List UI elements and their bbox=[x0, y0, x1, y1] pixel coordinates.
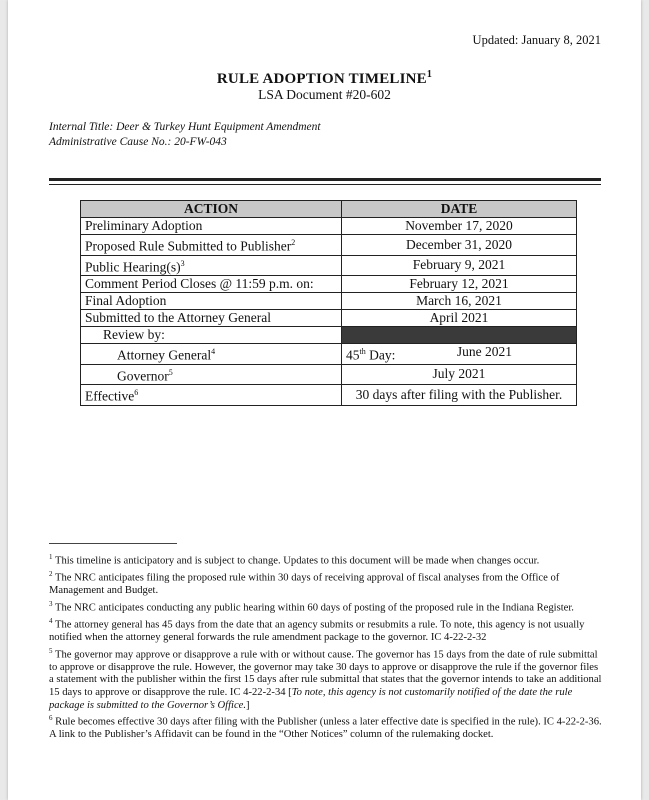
table-header-row bbox=[81, 201, 577, 218]
action-cell bbox=[81, 385, 342, 406]
action-text: Attorney General bbox=[117, 347, 212, 363]
date-cell bbox=[342, 344, 577, 365]
action-cell bbox=[81, 255, 342, 276]
footnote-text: Rule becomes effective 30 days after filing with the Publisher (unless a later effective date is specified in the rule). IC 4-22-2-36. A link to the Publisher’s Affidavit can be found in the “Other Notices” column of the rulemaking docket. bbox=[49, 716, 602, 741]
footnote-number: 2 bbox=[49, 570, 53, 579]
footnote-text: The attorney general has 45 days from the date that an agency submits or resubmits a rule. To note, this agency is not usually notified when the attorney general forwards the rule amendment package to the governor. IC 4-22-2-32 bbox=[49, 619, 585, 644]
table-row bbox=[81, 235, 577, 256]
day-number: 45 bbox=[346, 347, 360, 363]
document-page bbox=[8, 0, 641, 800]
date-value: June 2021 bbox=[456, 344, 512, 359]
footnote-ref: 5 bbox=[168, 367, 173, 377]
action-text: Final Adoption bbox=[85, 293, 167, 308]
footnote bbox=[49, 645, 604, 713]
table-row bbox=[81, 310, 577, 327]
action-text: Effective bbox=[85, 388, 135, 404]
updated-date: Updated: January 8, 2021 bbox=[472, 33, 601, 47]
date-cell: December 31, 2020 bbox=[342, 235, 577, 256]
table-row bbox=[81, 218, 577, 235]
footnote-tail: ] bbox=[246, 699, 250, 711]
action-cell bbox=[81, 310, 342, 327]
footnote-text: The governor may approve or disapprove a rule with or without cause. The governor has 15 days from the date of rule submittal to approve or disapprove the rule. However, the governor may take 30 days to approve or disapprove the rule if the governor files a statement with the publisher within the first 15 days after rule submittal that states that the governor intends to take an additional 15 days to approve or disapprove the rule. IC 4-22-2-34 [ bbox=[49, 649, 602, 698]
footnote bbox=[49, 568, 604, 598]
footnote bbox=[49, 551, 604, 568]
table-row bbox=[81, 364, 577, 385]
action-cell bbox=[81, 344, 342, 365]
action-text: Public Hearing(s) bbox=[85, 259, 181, 274]
action-text: Proposed Rule Submitted to Publisher bbox=[85, 238, 292, 254]
date-cell: March 16, 2021 bbox=[342, 293, 577, 310]
internal-title: Internal Title: Deer & Turkey Hunt Equipment Amendment bbox=[49, 121, 321, 133]
footnote-number: 3 bbox=[49, 599, 53, 608]
table-row bbox=[81, 276, 577, 293]
date-cell-content bbox=[346, 344, 572, 364]
footnote bbox=[49, 615, 604, 645]
title-text: RULE ADOPTION TIMELINE bbox=[216, 71, 427, 87]
footnote-number: 1 bbox=[49, 553, 53, 561]
column-header-action: ACTION bbox=[81, 201, 342, 218]
document-meta bbox=[49, 120, 321, 150]
divider-thin bbox=[49, 184, 601, 185]
footnote-ref: 3 bbox=[180, 258, 185, 268]
footnote bbox=[49, 598, 604, 615]
footnote-number: 4 bbox=[49, 616, 53, 625]
action-cell bbox=[81, 364, 342, 385]
footnote-ref: 2 bbox=[291, 238, 296, 247]
action-cell bbox=[81, 218, 342, 235]
action-text: Submitted to the Attorney General bbox=[85, 310, 271, 325]
action-text: Review by: bbox=[103, 327, 165, 342]
footnote-number: 6 bbox=[49, 714, 53, 723]
date-cell: July 2021 bbox=[342, 364, 577, 385]
footnote-ref: 4 bbox=[211, 347, 216, 356]
lsa-document-number: LSA Document #20-602 bbox=[258, 87, 391, 102]
table-row bbox=[81, 344, 577, 365]
date-cell-shaded bbox=[342, 327, 577, 344]
footnote-ref: 6 bbox=[134, 388, 139, 397]
date-cell: February 9, 2021 bbox=[342, 255, 577, 276]
day-label bbox=[346, 344, 395, 364]
action-text: Comment Period Closes @ 11:59 p.m. on: bbox=[85, 276, 314, 291]
action-text: Preliminary Adoption bbox=[85, 218, 203, 233]
footnotes bbox=[49, 551, 604, 742]
table-row bbox=[81, 327, 577, 344]
administrative-cause: Administrative Cause No.: 20-FW-043 bbox=[49, 136, 227, 148]
action-cell bbox=[81, 327, 342, 344]
footnote-text: The NRC anticipates filing the proposed rule within 30 days of receiving approval of fiscal analyses from the Office of Management and Budget. bbox=[49, 572, 560, 597]
timeline-table bbox=[80, 200, 577, 406]
column-header-date: DATE bbox=[342, 201, 577, 218]
date-cell: February 12, 2021 bbox=[342, 276, 577, 293]
action-cell bbox=[81, 276, 342, 293]
footnote bbox=[49, 712, 604, 742]
title-footnote-ref: 1 bbox=[426, 69, 433, 80]
footnote-text: The NRC anticipates conducting any public hearing within 60 days of posting of the proposed rule in the Indiana Register. bbox=[54, 602, 574, 614]
action-cell bbox=[81, 293, 342, 310]
date-cell: April 2021 bbox=[342, 310, 577, 327]
footnote-text: This timeline is anticipatory and is subject to change. Updates to this document will be made when changes occur. bbox=[54, 555, 540, 567]
action-cell bbox=[81, 235, 342, 256]
date-cell: 30 days after filing with the Publisher. bbox=[342, 385, 577, 406]
date-cell: November 17, 2020 bbox=[342, 218, 577, 235]
action-text: Governor bbox=[117, 368, 169, 383]
document-title bbox=[8, 69, 641, 88]
table-row bbox=[81, 255, 577, 276]
footnote-italic-note: To note, this agency is not customarily notified of the date the rule package is submitted to the Governor’s Office. bbox=[49, 687, 573, 711]
divider-thick bbox=[49, 178, 601, 181]
table-row bbox=[81, 385, 577, 406]
table-row bbox=[81, 293, 577, 310]
footnote-number: 5 bbox=[49, 646, 53, 655]
day-text: Day: bbox=[365, 347, 396, 363]
footnote-divider bbox=[49, 543, 177, 544]
ordinal-suffix: th bbox=[359, 347, 366, 356]
